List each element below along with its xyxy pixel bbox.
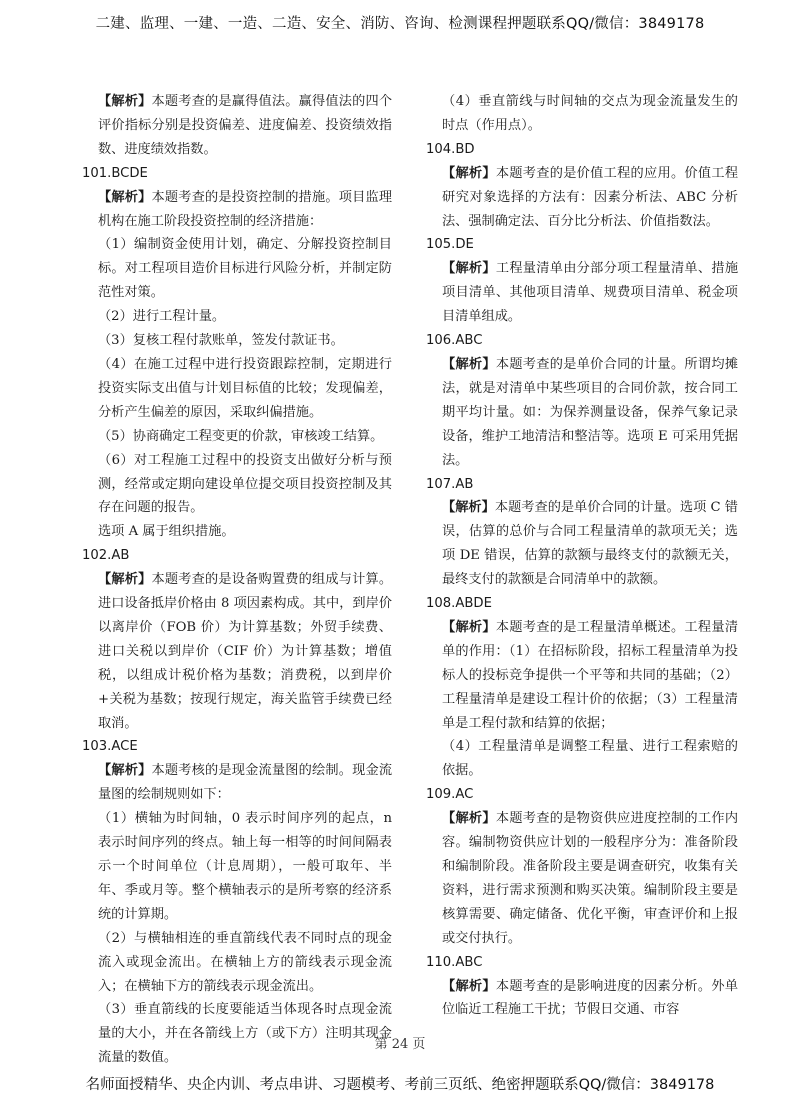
answer-key: 108.ABDE: [426, 596, 492, 612]
right-column: [426, 90, 738, 1022]
explanation-paragraph: [426, 162, 738, 234]
explanation-paragraph: [82, 425, 392, 449]
explanation-paragraph: [82, 305, 392, 329]
page-number: 第 24 页: [374, 1037, 426, 1052]
explanation-paragraph: [82, 186, 392, 234]
paragraph-text: （3）复核工程付款账单，签发付款证书。: [98, 333, 344, 349]
explanation-paragraph: [82, 927, 392, 999]
explanation-paragraph: [82, 449, 392, 521]
paragraph-text: 工程量清单由分部分项工程量清单、措施项目清单、其他项目清单、规费项目清单、税金项目清单组成。: [442, 261, 739, 325]
paragraph-text: 本题考查的是单价合同的计量。所谓均摊法，就是对清单中某些项目的合同价款，按合同工期平均计量。如：为保养测量设备，保养气象记录设备，维护工地清洁和整洁等。选项 E 可采用凭据法。: [442, 356, 739, 468]
paragraph-text: （2）与横轴相连的垂直箭线代表不同时点的现金流入或现金流出。在横轴上方的箭线表示现金流入；在横轴下方的箭线表示现金流出。: [98, 930, 392, 994]
explanation-paragraph: [426, 353, 738, 473]
answer-key: 101.BCDE: [82, 165, 148, 181]
explanation-paragraph: [82, 807, 392, 927]
answer-key: 109.AC: [426, 787, 474, 803]
explanation-paragraph: [82, 353, 392, 425]
paragraph-text: （1）编制资金使用计划，确定、分解投资控制目标。对工程项目造价目标进行风险分析，并制定防范性对策。: [98, 237, 392, 301]
paragraph-text: 本题考查的是价值工程的应用。价值工程研究对象选择的方法有：因素分析法、ABC 分析法、强制确定法、百分比分析法、价值指数法。: [442, 165, 739, 229]
explanation-paragraph: [426, 257, 738, 329]
explanation-paragraph: [82, 233, 392, 305]
page-header: 二建、监理、一建、一造、二造、安全、消防、咨询、检测课程押题联系QQ/微信：3849178: [95, 16, 705, 32]
explanation-paragraph: [82, 568, 392, 735]
paragraph-text: 本题考查的是设备购置费的组成与计算。进口设备抵岸价格由 8 项因素构成。其中，到岸价以离岸价（FOB 价）为计算基数；外贸手续费、进口关税以到岸价（CIF 价）为计算基数；增值税，以组成计税价格为基数；消费税，以到岸价+关税为基数；按现行规定，海关监管手续费已经取消。: [98, 572, 393, 731]
analysis-tag: 【解析】: [442, 165, 496, 181]
paragraph-text: 选项 A 属于组织措施。: [98, 524, 235, 540]
analysis-tag: 【解析】: [442, 978, 496, 994]
answer-key: 106.ABC: [426, 333, 483, 349]
explanation-paragraph: [426, 90, 738, 138]
paragraph-text: （4）在施工过程中进行投资跟踪控制，定期进行投资实际支出值与计划目标值的比较；发现偏差，分析产生偏差的原因，采取纠偏措施。: [98, 356, 392, 420]
paragraph-text: 本题考查的是投资控制的措施。项目监理机构在施工阶段投资控制的经济措施：: [98, 189, 393, 229]
answer-key: 105.DE: [426, 237, 474, 253]
page-footer: 名师面授精华、央企内训、考点串讲、习题模考、考前三页纸、绝密押题联系QQ/微信：3849178: [85, 1077, 715, 1093]
analysis-tag: 【解析】: [98, 189, 152, 205]
paragraph-text: （3）垂直箭线的长度要能适当体现各时点现金流量的大小，并在各箭线上方（或下方）注明其现金流量的数值。: [98, 1002, 392, 1066]
paragraph-text: 本题考查的是工程量清单概述。工程量清单的作用：（1）在招标阶段，招标工程量清单为投标人的投标竞争提供一个平等和共同的基础；（2）工程量清单是建设工程计价的依据；（3）工程量清单是工程付款和结算的依据；: [442, 619, 739, 731]
answer-key: 110.ABC: [426, 954, 483, 970]
paragraph-text: （5）协商确定工程变更的价款，审核竣工结算。: [98, 428, 384, 444]
explanation-paragraph: [82, 329, 392, 353]
paragraph-text: （1）横轴为时间轴，0 表示时间序列的起点，n 表示时间序列的终点。轴上每一相等的时间间隔表示一个时间单位（计息周期），一般可取年、半年、季或月等。整个横轴表示的是所考察的经济系统的计算期。: [98, 811, 392, 922]
analysis-tag: 【解析】: [442, 500, 495, 516]
explanation-paragraph: [82, 520, 392, 544]
analysis-tag: 【解析】: [442, 619, 496, 635]
paragraph-text: 本题考核的是现金流量图的绘制。现金流量图的绘制规则如下：: [98, 763, 393, 803]
answer-key: 102.AB: [82, 548, 130, 564]
explanation-paragraph: [426, 807, 738, 950]
paragraph-text: （4）工程量清单是调整工程量、进行工程索赔的依据。: [442, 739, 738, 779]
answer-key: 107.AB: [426, 476, 474, 492]
paragraph-text: 本题考查的是物资供应进度控制的工作内容。编制物资供应计划的一般程序分为：准备阶段和编制阶段。准备阶段主要是调查研究，收集有关资料，进行需求预测和购买决策。编制阶段主要是核算需要、确定储备、优化平衡，审查评价和上报或交付执行。: [442, 811, 739, 946]
analysis-tag: 【解析】: [442, 356, 496, 372]
paragraph-text: 本题考查的是赢得值法。赢得值法的四个评价指标分别是投资偏差、进度偏差、投资绩效指数、进度绩效指数。: [98, 94, 393, 157]
explanation-paragraph: [426, 496, 738, 592]
analysis-tag: 【解析】: [442, 261, 496, 277]
explanation-paragraph: [82, 759, 392, 807]
analysis-tag: 【解析】: [442, 811, 496, 827]
paragraph-text: （2）进行工程计量。: [98, 309, 226, 325]
answer-key: 104.BD: [426, 141, 475, 157]
analysis-tag: 【解析】: [98, 763, 152, 779]
analysis-tag: 【解析】: [98, 572, 152, 588]
answer-key: 103.ACE: [82, 739, 138, 755]
paragraph-text: （4）垂直箭线与时间轴的交点为现金流量发生的时点（作用点）。: [442, 94, 738, 133]
analysis-tag: 【解析】: [98, 94, 152, 109]
paragraph-text: （6）对工程施工过程中的投资支出做好分析与预测，经常或定期向建设单位提交项目投资控制及其存在问题的报告。: [98, 452, 392, 516]
explanation-paragraph: [426, 975, 738, 1023]
explanation-paragraph: [426, 735, 738, 783]
paragraph-text: 本题考查的是影响进度的因素分析。外单位临近工程施工干扰；节假日交通、市容: [442, 978, 739, 1018]
explanation-paragraph: [82, 90, 392, 162]
paragraph-text: 本题考查的是单价合同的计量。选项 C 错误，估算的总价与合同工程量清单的款项无关；选项 DE 错误，估算的款额与最终支付的款额无关，最终支付的款额是合同清单中的款额。: [442, 500, 738, 588]
explanation-paragraph: [426, 616, 738, 736]
left-column: [82, 90, 392, 1070]
